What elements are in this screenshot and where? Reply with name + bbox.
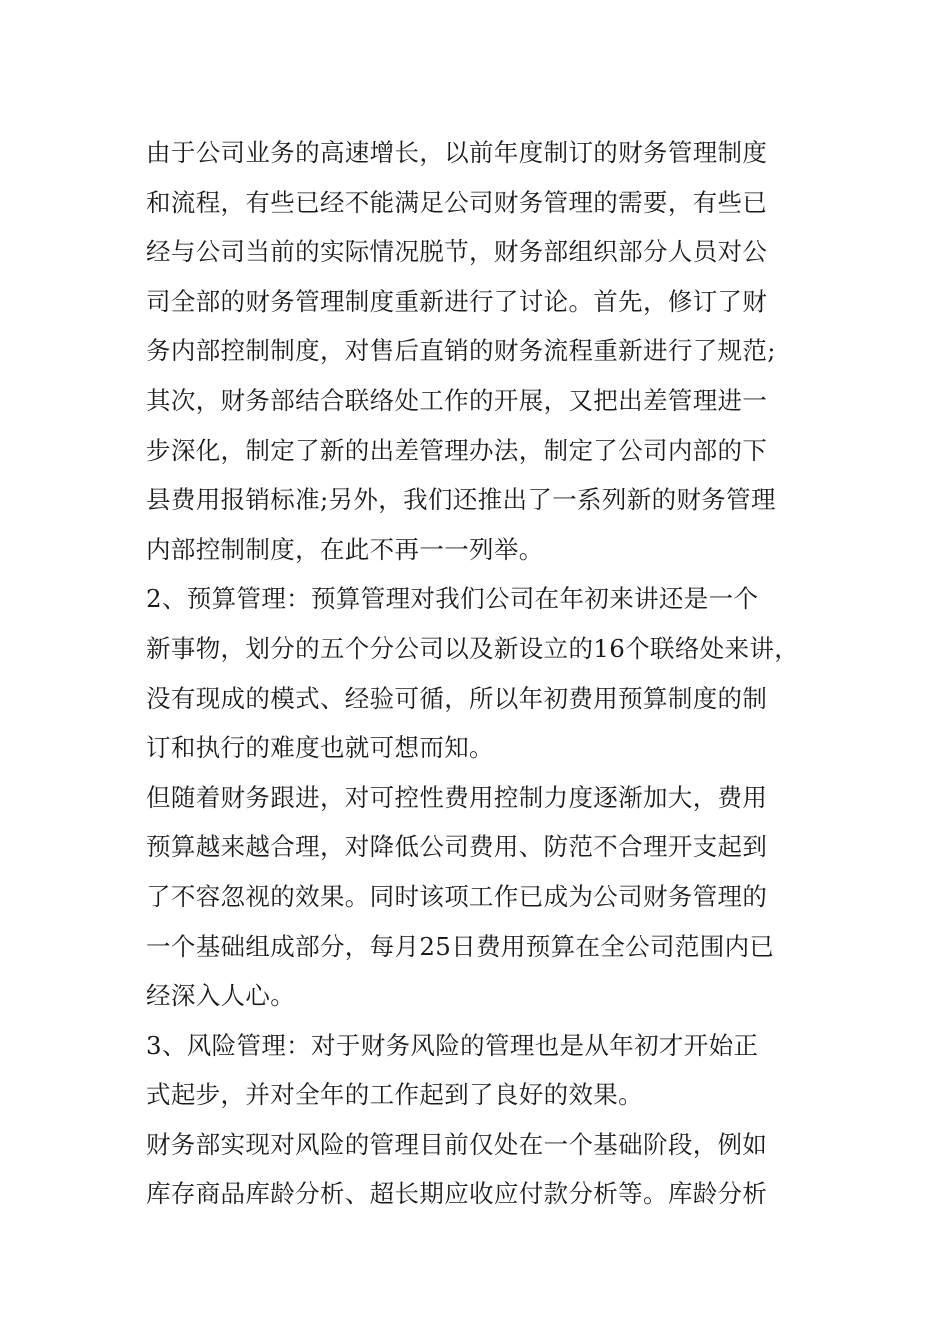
body-line: 其次，财务部结合联络处工作的开展，又把出差管理进一 bbox=[146, 385, 768, 415]
body-line: 式起步，并对全年的工作起到了良好的效果。 bbox=[146, 1080, 643, 1110]
section-heading-line: 3、风险管理：对于财务风险的管理也是从年初才开始正 bbox=[146, 1030, 759, 1060]
body-line: 和流程，有些已经不能满足公司财务管理的需要，有些已 bbox=[146, 187, 768, 217]
body-line: 预算越来越合理，对降低公司费用、防范不合理开支起到 bbox=[146, 832, 768, 862]
body-line: 经与公司当前的实际情况脱节，财务部组织部分人员对公 bbox=[146, 237, 768, 267]
body-line: 财务部实现对风险的管理目前仅处在一个基础阶段，例如 bbox=[146, 1129, 768, 1159]
section-heading-line: 2、预算管理：预算管理对我们公司在年初来讲还是一个 bbox=[146, 584, 759, 614]
body-line: 没有现成的模式、经验可循，所以年初费用预算制度的制 bbox=[146, 683, 768, 713]
body-line: 但随着财务跟进，对可控性费用控制力度逐渐加大，费用 bbox=[146, 782, 768, 812]
body-line: 了不容忽视的效果。同时该项工作已成为公司财务管理的 bbox=[146, 881, 768, 911]
body-line: 订和执行的难度也就可想而知。 bbox=[146, 733, 494, 763]
body-line: 县费用报销标准;另外，我们还推出了一系列新的财务管理 bbox=[146, 485, 776, 515]
document-body bbox=[146, 128, 818, 1219]
body-line: 新事物，划分的五个分公司以及新设立的16个联络处来讲， bbox=[146, 633, 800, 663]
body-line: 经深入人心。 bbox=[146, 981, 296, 1011]
body-line: 务内部控制制度，对售后直销的财务流程重新进行了规范; bbox=[146, 336, 776, 366]
body-line: 步深化，制定了新的出差管理办法，制定了公司内部的下 bbox=[146, 435, 768, 465]
body-line: 由于公司业务的高速增长，以前年度制订的财务管理制度 bbox=[146, 138, 768, 167]
body-line: 司全部的财务管理制度重新进行了讨论。首先，修订了财 bbox=[146, 286, 768, 316]
body-line: 一个基础组成部分，每月25日费用预算在全公司范围内已 bbox=[146, 931, 775, 961]
body-line: 库存商品库龄分析、超长期应收应付款分析等。库龄分析 bbox=[146, 1179, 768, 1209]
body-line: 内部控制制度，在此不再一一列举。 bbox=[146, 534, 544, 564]
